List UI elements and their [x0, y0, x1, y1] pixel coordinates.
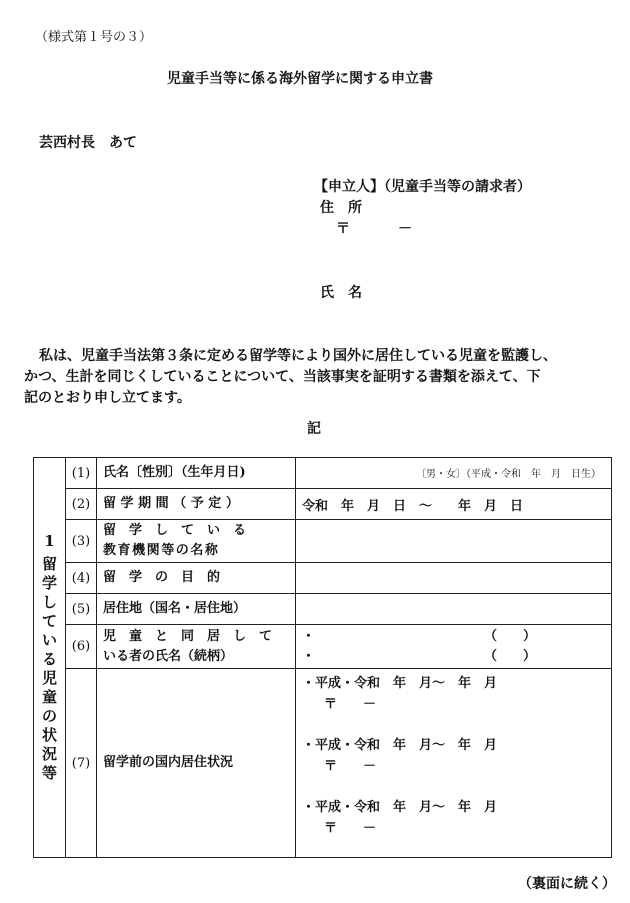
row-number: (4): [66, 563, 97, 594]
postal-mark: 〒: [336, 221, 350, 237]
section-char: 等: [41, 764, 57, 782]
section-number: 1: [44, 532, 55, 550]
applicant-heading: 【申立人】（児童手当等の請求者）: [314, 179, 531, 195]
relation-paren: （ ）: [484, 648, 537, 664]
cohabitant-label: [97, 625, 296, 669]
row-number: (1): [66, 458, 97, 489]
child-status-table: [33, 457, 612, 858]
section-char: 学: [41, 574, 57, 592]
study-purpose-field[interactable]: [296, 563, 612, 594]
name-gender-birthdate-field[interactable]: [296, 458, 612, 489]
prior-residence-entry: ・平成・令和 年 月～ 年 月: [302, 738, 498, 753]
gender-birthdate-hint: 〔男・女〕（平成・令和 年 月 日生）: [416, 469, 601, 480]
section-char: る: [41, 650, 57, 668]
prior-residence-postal: 〒 －: [324, 697, 377, 712]
section-char: 童: [41, 688, 57, 706]
section-char: 留: [41, 555, 57, 573]
continued-on-back: （裏面に続く）: [518, 876, 616, 892]
school-name-field[interactable]: [296, 520, 612, 563]
row-number: (7): [66, 669, 97, 858]
section-cell: [34, 458, 66, 858]
school-name-label-line: 留 学 し て い る: [103, 523, 247, 538]
section-char: の: [41, 707, 57, 725]
relation-paren: （ ）: [484, 628, 537, 644]
prior-residence-postal: 〒 －: [324, 759, 377, 774]
cohabitant-bullet: ・: [302, 628, 316, 644]
prior-residence-entry: ・平成・令和 年 月～ 年 月: [302, 800, 498, 815]
section-char: 況: [41, 745, 57, 763]
section-char: 状: [41, 726, 57, 744]
row-number: (2): [66, 489, 97, 520]
document-title: 児童手当等に係る海外留学に関する申立書: [167, 71, 433, 87]
prior-residence-postal: 〒 －: [324, 821, 377, 836]
school-name-label-line: 教育機関等の名称: [103, 543, 220, 558]
statement-line-3: 記のとおり申し立てます。: [24, 390, 191, 406]
cohabitant-label-line: 児 童 と 同 居 し て: [103, 628, 273, 644]
study-period-template: 令和 年 月 日 ～ 年 月 日: [302, 498, 524, 514]
statement-line-2: かつ、生計を同じくしていることについて、当該事実を証明する書類を添えて、下: [24, 369, 541, 385]
postal-dash: －: [398, 221, 412, 237]
cohabitant-label-line: いる者の氏名（続柄）: [103, 648, 234, 664]
row-number: (6): [66, 625, 97, 669]
statement-line-1: 私は、児童手当法第３条に定める留学等により国外に居住している児童を監護し、: [39, 348, 557, 364]
name-label: 氏 名: [320, 285, 362, 301]
residence-label: 居住地（国名・居住地）: [97, 594, 296, 625]
ki-heading: 記: [307, 421, 321, 437]
section-char: て: [41, 612, 57, 630]
row-number: (3): [66, 520, 97, 563]
study-purpose-label: 留 学 の 目 的: [97, 563, 296, 594]
section-char: い: [41, 631, 57, 649]
cohabitant-field[interactable]: [296, 625, 612, 669]
addressee: 芸西村長 あて: [39, 135, 137, 151]
name-gender-birthdate-label: 氏名〔性別〕（生年月日): [97, 458, 296, 489]
cohabitant-bullet: ・: [302, 648, 316, 664]
section-vertical-title: [42, 532, 57, 783]
prior-residence-label: 留学前の国内居住状況: [97, 669, 296, 858]
section-char: し: [41, 593, 57, 611]
section-char: 児: [41, 669, 57, 687]
row-number: (5): [66, 594, 97, 625]
study-period-field[interactable]: [296, 489, 612, 520]
form-id: （様式第１号の３）: [35, 30, 153, 45]
school-name-label: [97, 520, 296, 563]
prior-residence-field[interactable]: [296, 669, 612, 858]
residence-field[interactable]: [296, 594, 612, 625]
prior-residence-entry: ・平成・令和 年 月～ 年 月: [302, 676, 498, 691]
study-period-label: 留学期間（予定）: [97, 489, 296, 520]
address-label: 住 所: [320, 200, 362, 216]
